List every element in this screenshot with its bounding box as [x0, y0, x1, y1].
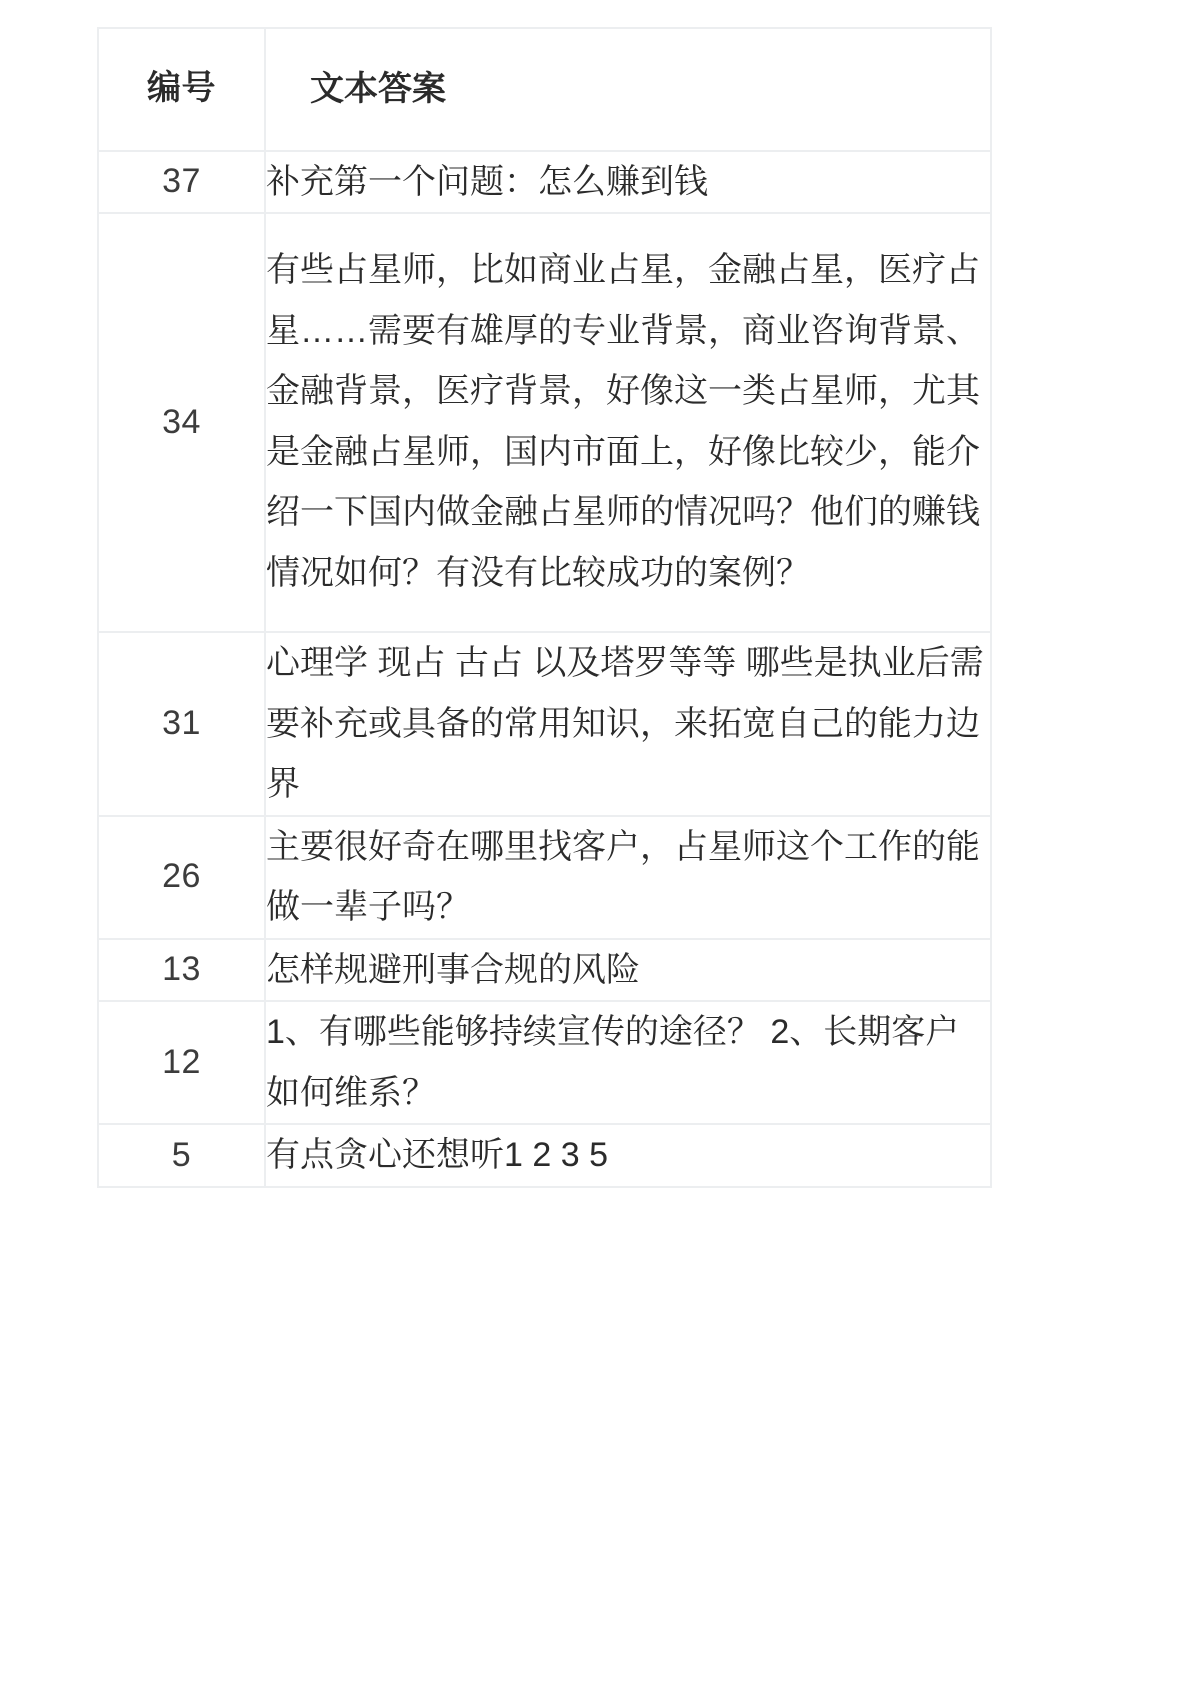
column-header-id: 编号 [99, 29, 265, 151]
row-id: 37 [99, 151, 265, 214]
row-text: 心理学 现占 古占 以及塔罗等等 哪些是执业后需要补充或具备的常用知识，来拓宽自己的能力边界 [265, 632, 990, 816]
table-row [99, 816, 990, 939]
table-row [99, 213, 990, 632]
table-row [99, 939, 990, 1002]
row-id: 5 [99, 1124, 265, 1187]
table-row [99, 151, 990, 214]
row-id: 34 [99, 213, 265, 632]
row-id: 12 [99, 1001, 265, 1124]
row-id: 13 [99, 939, 265, 1002]
qa-table-container [97, 27, 992, 1188]
table-body [99, 151, 990, 1187]
row-text: 补充第一个问题：怎么赚到钱 [265, 151, 990, 214]
table-row [99, 1001, 990, 1124]
row-text: 1、有哪些能够持续宣传的途径？ 2、长期客户如何维系？ [265, 1001, 990, 1124]
row-text: 有些占星师，比如商业占星，金融占星，医疗占星……需要有雄厚的专业背景，商业咨询背景、金融背景，医疗背景，好像这一类占星师，尤其是金融占星师，国内市面上，好像比较少，能介绍一下国内做金融占星师的情况吗？他们的赚钱情况如何？有没有比较成功的案例？ [265, 213, 990, 632]
column-header-text: 文本答案 [265, 29, 990, 151]
page-right-margin [1139, 0, 1179, 1699]
row-text: 主要很好奇在哪里找客户，占星师这个工作的能做一辈子吗？ [265, 816, 990, 939]
table-row [99, 632, 990, 816]
row-id: 31 [99, 632, 265, 816]
row-text: 有点贪心还想听1 2 3 5 [265, 1124, 990, 1187]
qa-table [99, 29, 990, 1188]
row-id: 26 [99, 816, 265, 939]
table-row [99, 1124, 990, 1187]
table-header-row [99, 29, 990, 151]
row-text: 怎样规避刑事合规的风险 [265, 939, 990, 1002]
